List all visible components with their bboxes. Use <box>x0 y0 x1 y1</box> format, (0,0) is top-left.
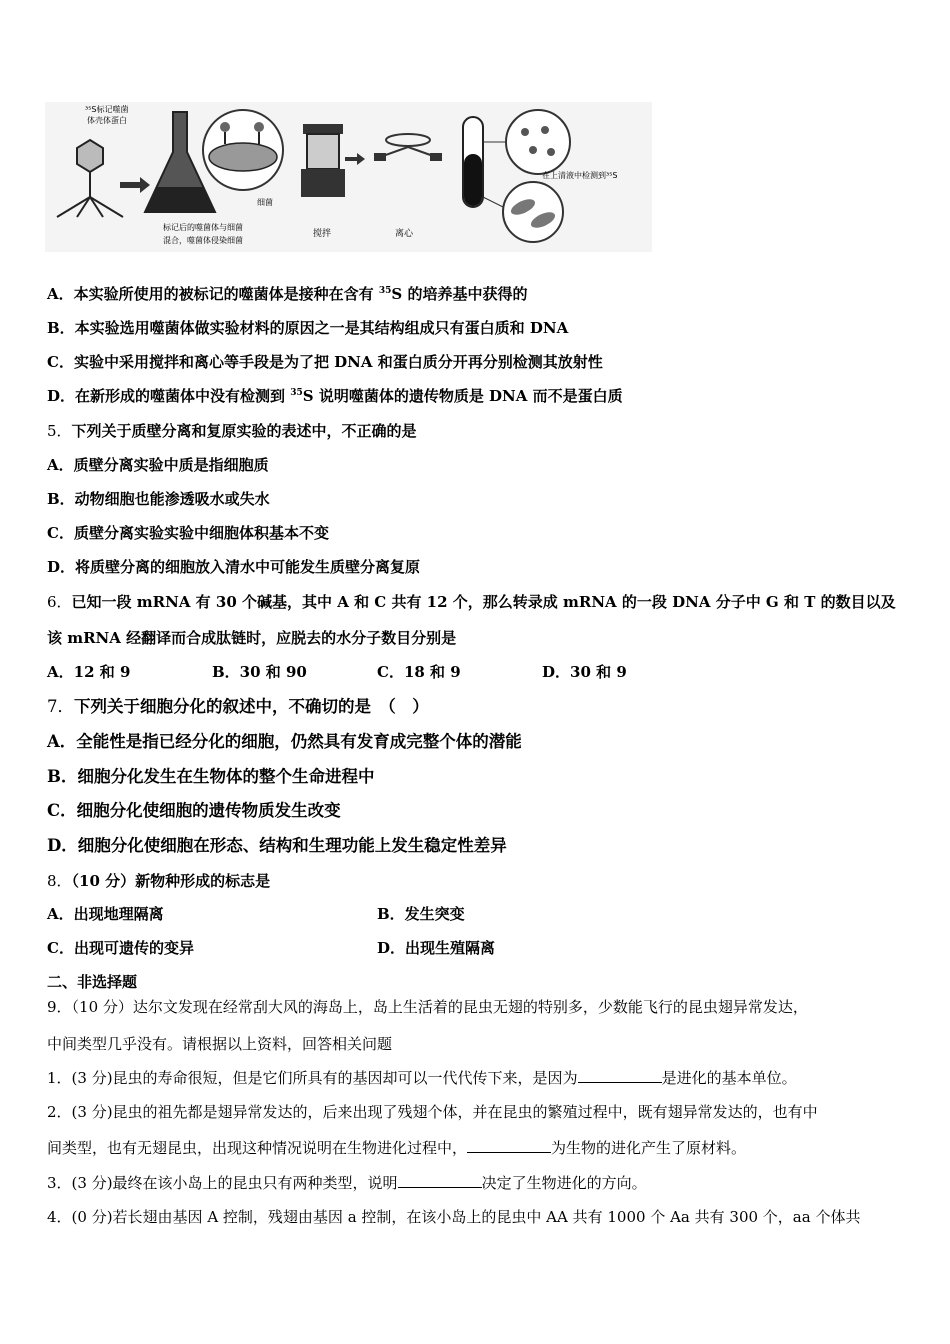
figure-label-centrifuge: 离心 <box>395 229 414 239</box>
q9-sub2-line2: 间类型，也有无翅昆虫，出现这种情况说明在生物进化过程中， 为生物的进化产生了原材料。 <box>47 1139 747 1157</box>
q7-option-d: D．细胞分化使细胞在形态、结构和生理功能上发生稳定性差异 <box>47 836 507 855</box>
figure-label-top-2: 体壳体蛋白 <box>87 116 127 125</box>
q6-option-a: A．12 和 9 <box>47 663 131 681</box>
figure-label-bacteria: 细菌 <box>257 198 273 207</box>
section-heading: 二、非选择题 <box>47 973 138 991</box>
answer-blank-2[interactable] <box>467 1138 551 1153</box>
q8-option-b: B．发生突变 <box>377 905 465 923</box>
supernatant-magnified-icon <box>506 110 570 174</box>
q9-sub2-line1: 2．(3 分)昆虫的祖先都是翅异常发达的，后来出现了残翅个体，并在昆虫的繁殖过程中，既有翅异常发达的，也有中 <box>47 1103 818 1121</box>
figure-label-stir: 搅拌 <box>313 229 332 239</box>
q4-option-c: C．实验中采用搅拌和离心等手段是为了把 DNA 和蛋白质分开再分别检测其放射性 <box>47 353 603 371</box>
pellet-magnified-icon <box>503 182 563 242</box>
q8-option-c: C．出现可遗传的变异 <box>47 939 194 957</box>
q6-stem-line2: 该 mRNA 经翻译而合成肽链时，应脱去的水分子数目分别是 <box>47 629 457 647</box>
q9-sub3: 3．(3 分)最终在该小岛上的昆虫只有两种类型，说明 决定了生物进化的方向。 <box>47 1174 647 1192</box>
q6-option-c: C．18 和 9 <box>377 663 461 681</box>
figure-label-mix-1: 标记后的噬菌体与细菌 <box>163 223 243 232</box>
q6-stem-line1: 6．已知一段 mRNA 有 30 个碱基，其中 A 和 C 共有 12 个，那么转录成 mRNA 的一段 DNA 分子中 G 和 T 的数目以及 <box>47 593 896 611</box>
q5-option-c: C．质壁分离实验实验中细胞体积基本不变 <box>47 524 329 542</box>
q9-stem-line2: 中间类型几乎没有。请根据以上资料，回答相关问题 <box>47 1035 393 1053</box>
q9-sub1: 1．(3 分)昆虫的寿命很短，但是它们所具有的基因却可以一代代传下来，是因为 是进化的基本单位。 <box>47 1069 797 1087</box>
q9-stem-line1: 9．（10 分）达尔文发现在经常刮大风的海岛上，岛上生活着的昆虫无翅的特别多，少数能飞行的昆虫翅异常发达， <box>47 998 808 1016</box>
q8-option-a: A．出现地理隔离 <box>47 905 164 923</box>
answer-blank-1[interactable] <box>578 1068 662 1083</box>
q8-stem: 8．（10 分）新物种形成的标志是 <box>47 872 271 890</box>
q5-option-b: B．动物细胞也能渗透吸水或失水 <box>47 490 270 508</box>
figure-label-mix-2: 混合，噬菌体侵染细菌 <box>163 236 243 245</box>
q6-option-d: D．30 和 9 <box>542 663 627 681</box>
test-tube-icon <box>463 117 483 207</box>
q7-option-b: B．细胞分化发生在生物体的整个生命进程中 <box>47 767 375 786</box>
q5-option-d: D．将质壁分离的细胞放入清水中可能发生质壁分离复原 <box>47 558 421 576</box>
q6-option-b: B．30 和 90 <box>212 663 307 681</box>
q7-stem: 7．下列关于细胞分化的叙述中，不确切的是 （ ） <box>47 697 429 716</box>
q7-option-a: A．全能性是指已经分化的细胞，仍然具有发育成完整个体的潜能 <box>47 732 522 751</box>
q4-option-d: D．在新形成的噬菌体中没有检测到 $^{35}$S 说明噬菌体的遗传物质是 DNA 而不是蛋白质 <box>47 387 623 405</box>
bacterium-magnified-icon <box>203 110 283 190</box>
q9-sub4: 4．(0 分)若长翅由基因 A 控制，残翅由基因 a 控制，在该小岛上的昆虫中 AA 共有 1000 个 Aa 共有 300 个，aa 个体共 <box>47 1208 861 1226</box>
q5-stem: 5．下列关于质壁分离和复原实验的表述中，不正确的是 <box>47 422 417 440</box>
q7-option-c: C．细胞分化使细胞的遗传物质发生改变 <box>47 801 341 820</box>
phage-experiment-figure <box>45 102 652 252</box>
q8-option-d: D．出现生殖隔离 <box>377 939 496 957</box>
answer-blank-3[interactable] <box>398 1173 482 1188</box>
q4-option-b: B．本实验选用噬菌体做实验材料的原因之一是其结构组成只有蛋白质和 DNA <box>47 319 569 337</box>
figure-label-detect: 在上清液中检测到³⁵S <box>542 171 618 180</box>
q5-option-a: A．质壁分离实验中质是指细胞质 <box>47 456 269 474</box>
figure-label-top-1: ³⁵S标记噬菌 <box>85 105 129 114</box>
blender-icon <box>301 124 345 197</box>
q4-option-a: A．本实验所使用的被标记的噬菌体是接种在含有 $^{35}$S 的培养基中获得的 <box>47 285 528 303</box>
